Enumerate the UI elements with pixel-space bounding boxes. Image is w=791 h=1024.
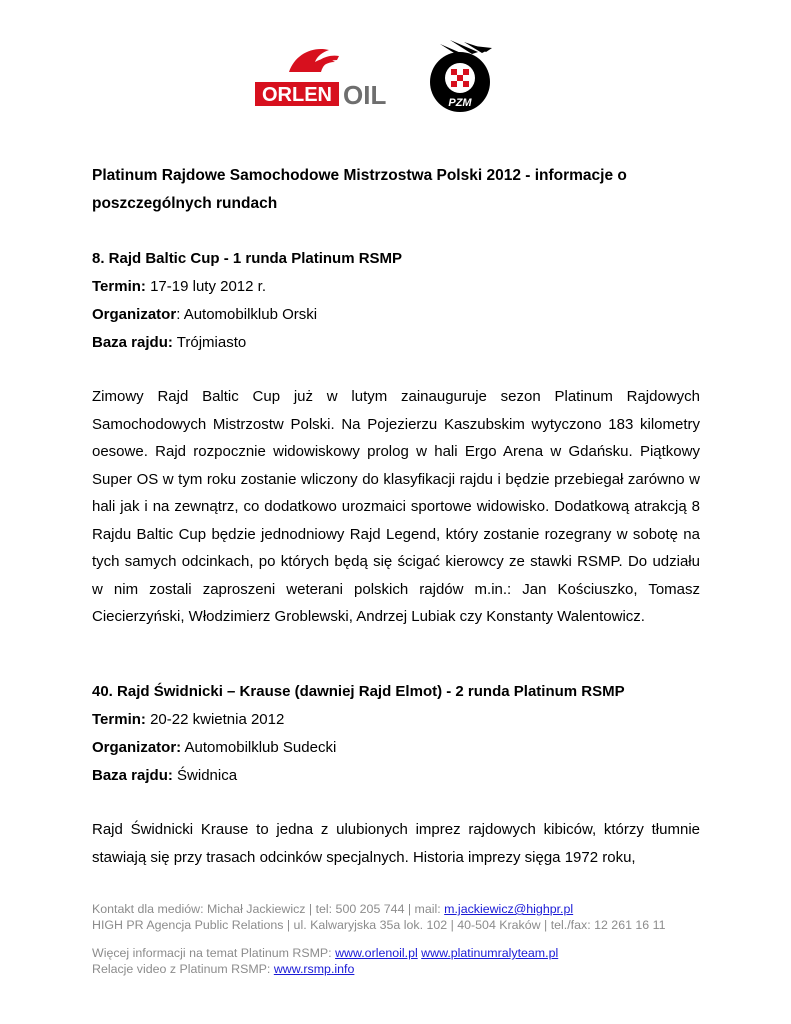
orlen-text: ORLEN [262,84,332,106]
round1-organizer [92,301,700,329]
footer-orlenoil-link[interactable]: www.orlenoil.pl [335,946,418,960]
round2-termin-label: Termin: [92,711,146,728]
round1-org-value: : Automobilklub Orski [176,306,318,323]
orlen-oil-logo [255,42,403,108]
round2-base [92,762,700,790]
round2-paragraph: Rajd Świdnicki Krause to jedna z ulubionych imprez rajdowych kibiców, którzy tłumnie stawiają się przy trasach odcinków specjalnych. Historia imprezy sięga 1972 roku, [92,821,700,866]
round1-baza-label: Baza rajdu: [92,334,173,351]
round1-termin-label: Termin: [92,278,146,295]
round2-section [92,678,700,790]
round1-org-label: Organizator [92,306,177,323]
round1-section [92,245,700,357]
header-logos [255,36,505,116]
round2-heading: 40. Rajd Świdnicki – Krause (dawniej Rajd Elmot) - 2 runda Platinum RSMP [92,683,625,700]
round2-org-value: Automobilklub Sudecki [181,739,337,756]
pzm-logo [422,38,500,116]
footer-contact [92,902,712,933]
round2-termin-value: 20-22 kwietnia 2012 [145,711,285,728]
round2-baza-value: Świdnica [172,767,238,784]
round2-organizer [92,734,700,762]
round1-termin-value: 17-19 luty 2012 r. [145,278,266,295]
round2-org-label: Organizator: [92,739,182,756]
footer-line-3 [92,946,712,962]
footer-links [92,946,712,977]
footer-contact-text: Kontakt dla mediów: Michał Jackiewicz | tel: 500 205 744 | mail: [92,902,445,916]
footer-platinum-link[interactable]: www.platinumralyteam.pl [421,946,559,960]
orlen-eagle-icon [289,49,339,72]
footer-email-link[interactable]: m.jackiewicz@highpr.pl [444,902,574,916]
pzm-text: PZM [448,97,472,109]
round2-baza-label: Baza rajdu: [92,767,173,784]
footer-line-1 [92,902,712,918]
round1-baza-value: Trójmiasto [172,334,247,351]
footer-line-2: HIGH PR Agencja Public Relations | ul. Kalwaryjska 35a lok. 102 | 40-504 Kraków | tel./fax: 12 261 16 11 [92,917,666,932]
round2-termin [92,706,700,734]
footer-info-text: Więcej informacji na temat Platinum RSMP: [92,946,336,960]
round1-termin [92,273,700,301]
footer-video-text: Relacje video z Platinum RSMP: [92,961,274,976]
footer-rsmp-link[interactable]: www.rsmp.info [273,961,355,976]
oil-text: OIL [343,80,387,108]
footer-line-4 [92,962,712,978]
round1-base [92,329,700,357]
round1-paragraph: Zimowy Rajd Baltic Cup już w lutym zainauguruje sezon Platinum Rajdowych Samochodowych Mistrzostw Polski. Na Pojezierzu Kaszubskim wytyczono 183 kilometry oesowe. Rajd rozpocznie widowiskowy prolog w hali Ergo Arena w Gdańsku. Piątkowy Super OS w tym roku zostanie wliczony do klasyfikacji rajdu i będzie przebiegał zarówno w hali jak i na zewnątrz, co dodatkowo urozmaici sportowe widowisko. Dodatkową atrakcją 8 Rajdu Baltic Cup będzie jednodniowy Rajd Legend, który zostanie rozegrany w sobotę na tych samych odcinkach, po których będą się ścigać kierowcy ze stawki RSMP. Do udziału w nim zostali zaproszeni weterani polskich rajdów m.in.: Jan Kościuszko, Tomasz Ciecierzyński, Włodzimierz Groblewski, Andrzej Lubiak czy Konstanty Walentowicz. [92,388,700,625]
round1-heading: 8. Rajd Baltic Cup - 1 runda Platinum RSMP [92,250,403,267]
document-title: Platinum Rajdowe Samochodowe Mistrzostwa Polski 2012 - informacje o poszczególnych rundach [92,167,627,212]
